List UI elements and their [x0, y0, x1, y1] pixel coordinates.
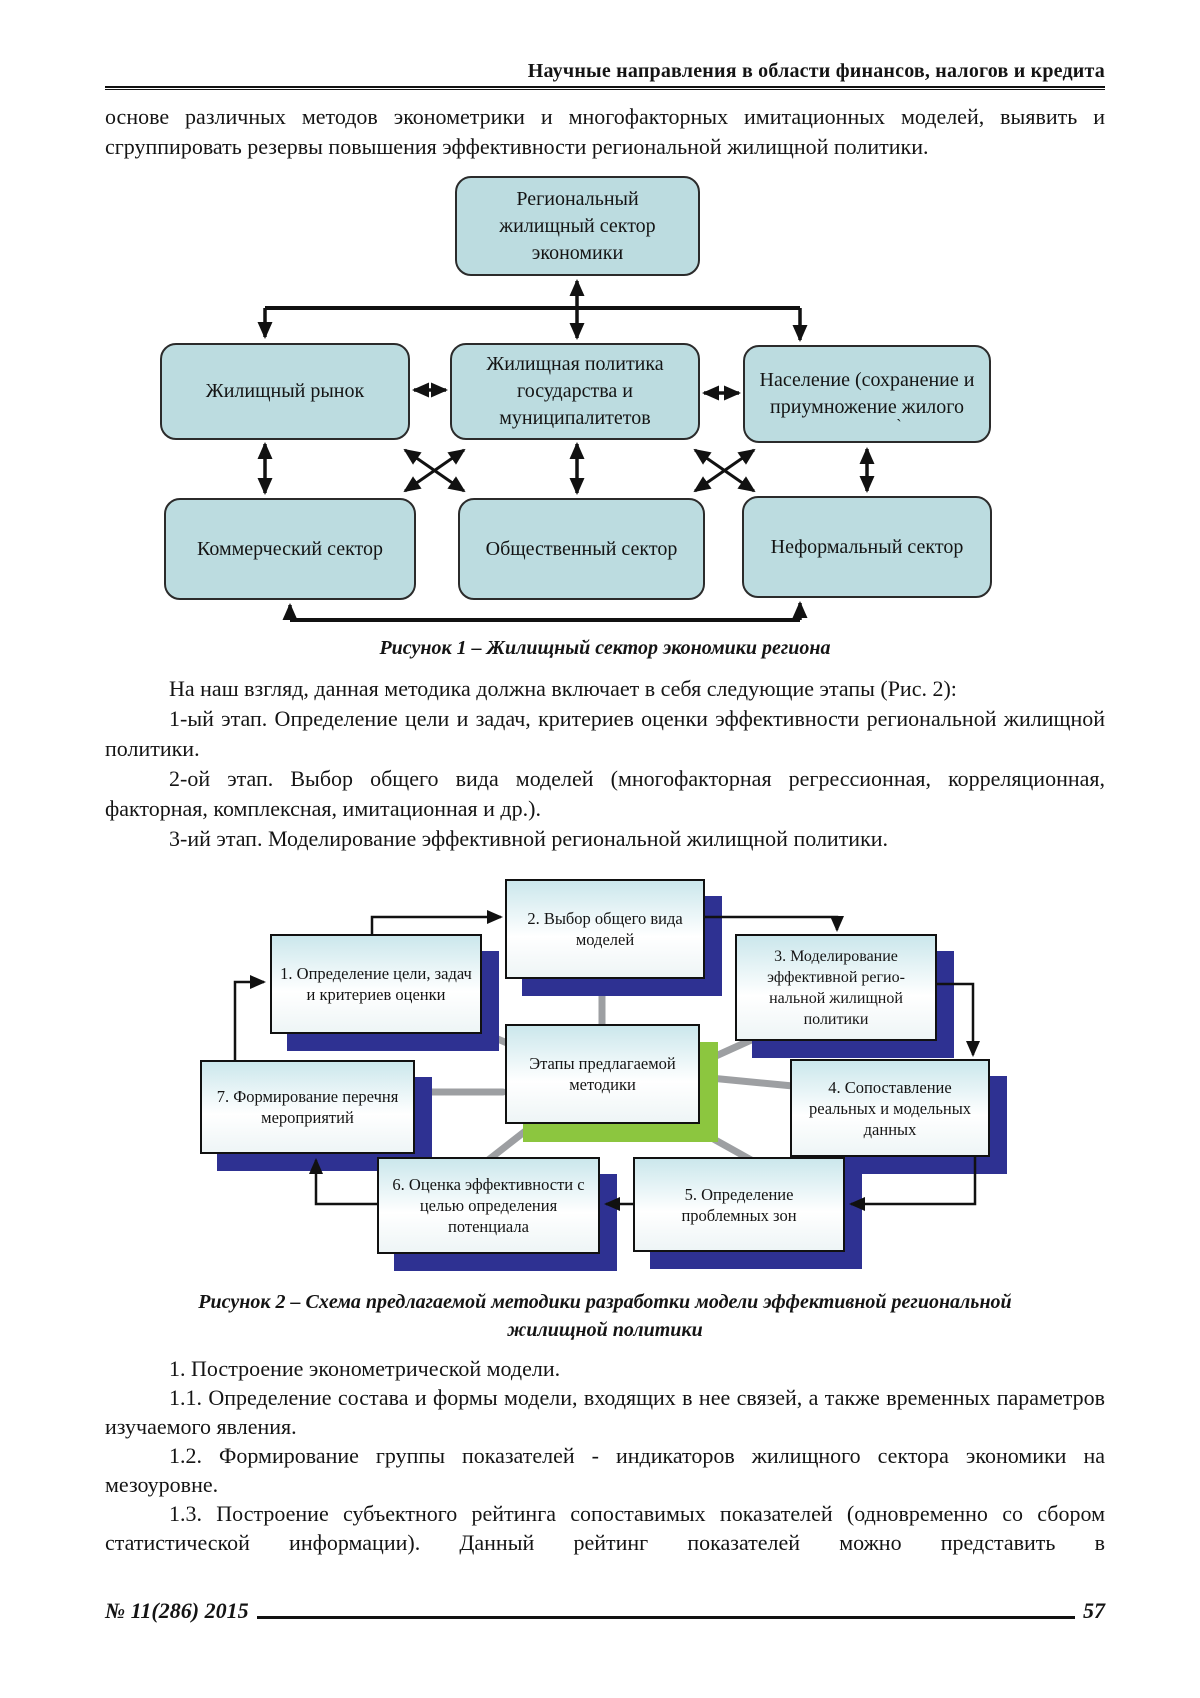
body-paragraph: 1-ый этап. Определение цели и задач, критериев оценки эффективности региональной жилищной политики.	[105, 706, 1105, 761]
page-number: 57	[1083, 1598, 1105, 1623]
header-rule	[105, 86, 1105, 90]
figure2-diagram	[105, 854, 1105, 1274]
intro-block	[105, 102, 1105, 162]
fig1-box-regional-sector: Региональный жилищный сектор экономики	[455, 176, 700, 276]
page-header	[105, 60, 1105, 90]
fig2-step6-box: 6. Оценка эффективности с целью определения потенциала	[377, 1157, 600, 1254]
body-paragraph: 2-ой этап. Выбор общего вида моделей (многофакторная регрессионная, корреляционная, факторная, комплексная, имитационная и др.).	[105, 766, 1105, 821]
fig1-box-housing-policy: Жилищная политика государства и муниципалитетов	[450, 343, 700, 440]
body-paragraph: 1.2. Формирование группы показателей - индикаторов жилищного сектора экономики на мезоуровне.	[105, 1443, 1105, 1497]
fig2-step2-box: 2. Выбор общего вида моделей	[505, 879, 705, 979]
figure1-diagram	[105, 168, 1105, 630]
body-paragraph: 1.1. Определение состава и формы модели, входящих в нее связей, а также временных параметров изучаемого явления.	[105, 1385, 1105, 1439]
running-head: Научные направления в области финансов, налогов и кредита	[527, 60, 1105, 82]
fig2-step3-box: 3. Моделирование эффективной регио-нальной жилищной политики	[735, 934, 937, 1041]
model-steps-block	[105, 1354, 1105, 1557]
fig1-box-population	[743, 345, 991, 443]
figure1-caption: Рисунок 1 – Жилищный сектор экономики региона	[379, 637, 831, 659]
fig1-population-cutoff-mark: `	[896, 417, 902, 434]
fig2-step1-box: 1. Определение цели, задач и критериев оценки	[270, 934, 482, 1034]
body-paragraph: 1.3. Построение субъектного рейтинга сопоставимых показателей (одновременно со сбором статистической информации). Данный рейтинг показателей можно представить в	[105, 1501, 1105, 1555]
fig1-box-commercial-sector: Коммерческий сектор	[164, 498, 416, 600]
fig1-box-informal-sector: Неформальный сектор	[742, 496, 992, 598]
body-paragraph: На наш взгляд, данная методика должна включает в себя следующие этапы (Рис. 2):	[169, 676, 957, 701]
page-footer	[105, 1598, 1105, 1624]
fig2-step7-box: 7. Формирование перечня мероприятий	[200, 1060, 415, 1154]
footer-rule	[257, 1616, 1075, 1619]
fig2-center-box: Этапы предлагаемой методики	[505, 1024, 700, 1124]
fig1-box-public-sector: Общественный сектор	[458, 498, 705, 600]
body-paragraph: основе различных методов эконометрики и многофакторных имитационных моделей, выявить и сгруппировать резервы повышения эффективности региональной жилищной политики.	[105, 104, 1105, 159]
stages-block	[105, 674, 1105, 854]
figure2-caption: Рисунок 2 – Схема предлагаемой методики разработки модели эффективной региональной жилищной политики	[198, 1291, 1012, 1341]
fig2-step4-box: 4. Сопоставление реальных и модельных данных	[790, 1059, 990, 1157]
page-content	[105, 60, 1105, 1557]
body-paragraph: 3-ий этап. Моделирование эффективной региональной жилищной политики.	[169, 826, 889, 851]
fig1-box-population-text: Население (сохранение и приумножение жилого	[759, 369, 975, 418]
fig1-box-housing-market: Жилищный рынок	[160, 343, 410, 440]
journal-issue: № 11(286) 2015	[105, 1598, 249, 1623]
body-paragraph: 1. Построение эконометрической модели.	[169, 1356, 561, 1381]
fig2-step5-box: 5. Определение проблемных зон	[633, 1157, 845, 1252]
